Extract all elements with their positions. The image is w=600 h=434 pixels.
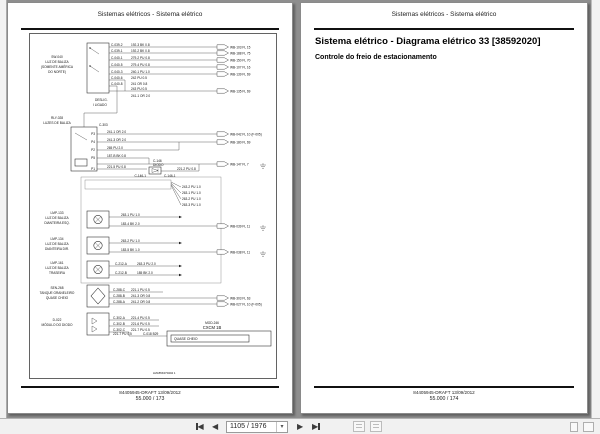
footer-page-number: 55.000 / 173 [135, 396, 165, 402]
last-page-icon: ▶ [312, 422, 319, 431]
diagram-label: C-039-1 [111, 49, 123, 53]
diagram-label: P1 [91, 167, 95, 171]
diagram-label: C-040-8 [111, 82, 123, 86]
diagram-label: DO NORTE) [48, 70, 66, 74]
single-page-view-icon[interactable] [353, 421, 365, 432]
last-page-bar-icon [318, 423, 320, 430]
first-page-button[interactable] [196, 420, 204, 433]
diagram-label: 243-2 PU 1.0 [182, 185, 201, 189]
diagram-label: RLY-028 [50, 116, 64, 120]
flag-label: WB-038 FL 11 [230, 250, 251, 255]
diagram-label: 241 OR 0.8 [131, 82, 148, 86]
previous-page-button[interactable] [212, 420, 218, 433]
diagram-label: C-040-3 [111, 70, 123, 74]
flag-label: WB-107 FL 16 [230, 65, 251, 70]
diagram-label: LMP-161 [50, 261, 64, 265]
footer-page-number: 55.000 / 174 [429, 396, 459, 402]
previous-page-icon: ◀ [212, 422, 219, 431]
diagram-label: C-040-1 [111, 56, 123, 60]
diagram-label: LMA55K070404 1 [153, 371, 176, 375]
left-panel-edge [0, 0, 7, 418]
diagram-label: 279-4 PU 0.8 [131, 63, 150, 67]
diagram-label: C-146 [153, 159, 162, 163]
page-right [300, 2, 588, 414]
diagram-label: C-039-2 [111, 43, 123, 47]
diagram-label: C-288-C [113, 288, 126, 292]
navigation-toolbar [0, 418, 600, 434]
diagram-label: C-288-A [113, 300, 125, 304]
footer-doc-number: 84405945-DRAFT 13/09/2012 [413, 390, 475, 395]
diagram-label: C-302-B [113, 322, 125, 326]
header-rule [21, 28, 279, 30]
diagram-label: 241-1 OR 2.0 [131, 94, 151, 98]
ground-icon [260, 163, 266, 168]
diagram-label: LUZ DE BALIZA [45, 60, 69, 64]
diagram-label: C-302-C [113, 328, 126, 332]
flag-label: WB-139 FL 69 [230, 72, 251, 77]
diagram-label: 241-3 OR 2.0 [107, 138, 127, 142]
diagram-label: DIANTEIRA DIR. [44, 247, 70, 251]
next-page-button[interactable] [297, 420, 303, 433]
diagram-label: P4 [91, 140, 95, 144]
flag-label: WB-135 FL 69 [230, 89, 251, 94]
flag-label: WB-103 FL 15 [230, 45, 251, 50]
diagram-label: 192-3 BK 0.8 [131, 43, 150, 47]
diagram-label: 241-3 OR 0.8 [131, 294, 151, 298]
diagram-label: C-146-1 [134, 174, 146, 178]
diagram-label: P3 [91, 132, 95, 136]
flag-label: WB-303 FL 63 [230, 296, 251, 301]
diagram-label: 221-4 PU 0.5 [131, 316, 150, 320]
diagram-label: 221-7 PU 0.5 [113, 332, 132, 336]
flag-label: WB-027 FL 10 (F-005) [230, 302, 262, 307]
next-page-icon: ▶ [297, 422, 304, 431]
diagram-label: DESLIG. [95, 98, 108, 102]
diagram-label: P5 [91, 156, 95, 160]
diagram-label: 243 PU 0.5 [131, 87, 147, 91]
diagram-label: TANQUE GRANELEIRO [39, 291, 75, 295]
diagram-label: C-040-5 [111, 63, 123, 67]
diagram-label: 240-1 PU 1.0 [131, 70, 150, 74]
diagram-label: MÓDULO DO DIODO [41, 323, 73, 327]
diagram-label: 221-1 PU 0.5 [131, 288, 150, 292]
wiring-diagram [29, 33, 277, 379]
last-page-button[interactable] [312, 420, 320, 433]
diagram-label: LUZ DE BALIZA [45, 216, 69, 220]
facing-pages-view-icon[interactable] [370, 421, 382, 432]
diagram-label: 241-2 OR 0.8 [131, 300, 151, 304]
footer-rule [21, 386, 279, 388]
diagram-label: 183-4 BK 2.0 [121, 222, 140, 226]
diagram-label: 265 PU 2.0 [107, 146, 123, 150]
diagram-label: 263-1 PU 1.0 [182, 191, 201, 195]
running-header: Sistemas elétricos - Sistema elétrico [97, 11, 203, 18]
footer-rule [314, 386, 574, 388]
diagram-label: 221-5 PU 0.8 [107, 165, 126, 169]
diagram-label: TRASEIRA [49, 271, 65, 275]
diagram-label: 221-7 PU 0.5 [131, 328, 150, 332]
diagram-label: 221-2 PU 0.8 [177, 167, 196, 171]
diagram-label: 241-1 OR 2.0 [107, 130, 127, 134]
diagram-label: 221-6 PU 0.5 [131, 322, 150, 326]
diagram-label: C-212-A [115, 262, 127, 266]
diagram-label: 279-2 PU 0.8 [131, 56, 150, 60]
diagram-label: C-302-A [113, 316, 125, 320]
header-rule [314, 28, 574, 30]
page-left [7, 2, 293, 414]
diagram-label: 187-B BK 0.8 [107, 154, 126, 158]
running-header: Sistemas elétricos - Sistema elétrico [391, 11, 497, 18]
diagram-label: QUASE CHEIO [45, 296, 69, 300]
diagram-label: DIODO [153, 163, 164, 167]
vertical-scrollbar[interactable] [591, 0, 600, 418]
page-size-status-icon[interactable] [570, 422, 578, 432]
diagram-label: P2 [91, 148, 95, 152]
diagram-label: LMP-133 [50, 211, 64, 215]
diagram-label: CXCM 1B [202, 325, 222, 330]
ground-icon [260, 251, 266, 256]
diagram-label: 192-2 BK 0.8 [131, 49, 150, 53]
diagram-label: C-288-B [113, 294, 125, 298]
footer-doc-number: 84405945-DRAFT 13/09/2012 [119, 390, 181, 395]
diagram-label: DIANTEIRA ESQ. [44, 221, 70, 225]
diagram-label: MOD-246 [205, 321, 219, 325]
diagram-label: 263-2 PU 1.0 [121, 239, 140, 243]
diagram-label: QUASE CHEIO [174, 337, 198, 341]
diagram-label: 242 PU 0.5 [131, 76, 147, 80]
diagram-label: SW-040 [51, 55, 63, 59]
diagram-label: C-040-6 [111, 76, 123, 80]
diagram-label: LUZ DE BALIZA [45, 266, 69, 270]
diagram-label: C-212-B [115, 271, 127, 275]
flag-label: WB-188 FL 75 [230, 51, 251, 56]
diagram-label: (SOMENTE AMÉRICA [40, 65, 74, 69]
diagram-label: 263-1 PU 1.0 [121, 213, 140, 217]
section-subtitle: Controle do freio de estacionamento [315, 54, 437, 61]
diagram-label: LUZ DE BALIZA [45, 242, 69, 246]
ground-icon [260, 225, 266, 230]
flag-label: WB-147 FL 7 [230, 162, 249, 167]
diagram-label: I LIGADO [93, 103, 107, 107]
diagram-label: 263-3 PU 2.0 [137, 262, 156, 266]
diagram-label: 263-2 PU 1.0 [182, 197, 201, 201]
diagram-label: C-303 [99, 123, 108, 127]
flag-label: WB-039 FL 11 [230, 224, 251, 229]
diagram-label: LMP-134 [50, 237, 64, 241]
diagram-label: 183-5 BK 1.0 [121, 248, 140, 252]
diagram-label: SEN-268 [50, 286, 64, 290]
page-fit-status-icon[interactable] [583, 422, 594, 432]
section-title: Sistema elétrico - Diagrama elétrico 33 [38592020] [315, 36, 541, 47]
diagram-label: C-146-1 [164, 174, 176, 178]
first-page-icon: ◀ [197, 422, 204, 431]
flag-label: WB-042 FL 10 (F-005) [230, 132, 262, 137]
diagram-label: D-022 [52, 318, 62, 322]
diagram-label: C-018 B29 [143, 332, 159, 336]
diagram-label: 263-3 PU 1.0 [182, 203, 201, 207]
diagram-label: LUZES DE BALIZA [43, 121, 71, 125]
page-dropdown-caret-icon[interactable]: ▾ [276, 422, 287, 432]
diagram-label: 185 BK 2.0 [137, 271, 153, 275]
flag-label: WB-180 FL 69 [230, 140, 251, 145]
flag-label: WB-150 FL 70 [230, 58, 251, 63]
page-number-value: 1105 / 1976 [230, 423, 267, 430]
page-number-input[interactable] [226, 421, 288, 433]
